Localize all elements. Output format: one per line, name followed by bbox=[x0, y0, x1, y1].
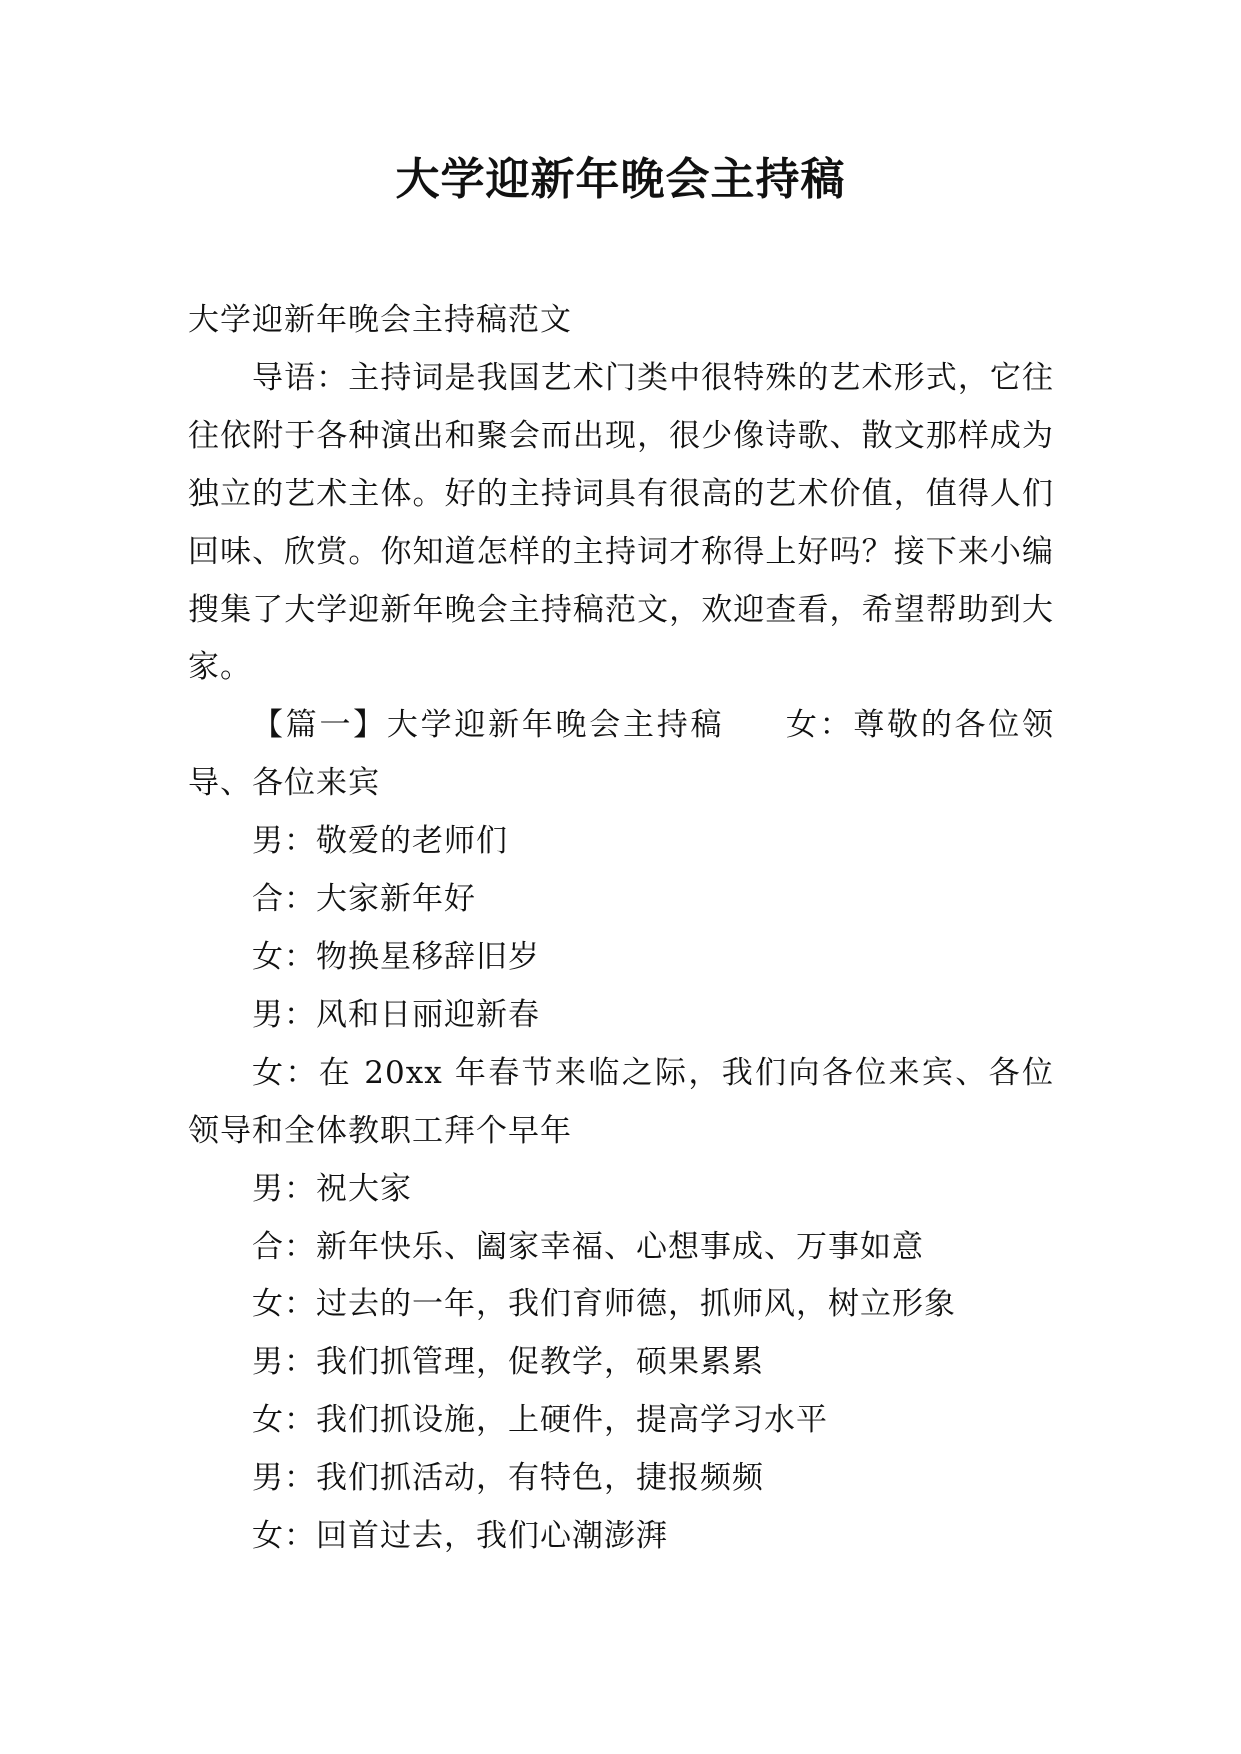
script-line: 女：物换星移辞旧岁 bbox=[252, 938, 540, 975]
script-line: 男：风和日丽迎新春 bbox=[252, 996, 540, 1033]
script-line: 女：过去的一年，我们育师德，抓师风，树立形象 bbox=[252, 1286, 956, 1323]
script-line: 合：新年快乐、阖家幸福、心想事成、万事如意 bbox=[252, 1228, 924, 1265]
subtitle: 大学迎新年晚会主持稿范文 bbox=[188, 302, 572, 338]
section-paragraph bbox=[188, 697, 1054, 813]
script-line: 女：在 20xx 年春节来临之际，我们向各位来宾、各位领导和全体教职工拜个早年 bbox=[188, 1054, 1054, 1149]
script-line: 男：祝大家 bbox=[252, 1170, 412, 1207]
script-line: 女：我们抓设施，上硬件，提高学习水平 bbox=[252, 1402, 828, 1439]
script-line: 女：回首过去，我们心潮澎湃 bbox=[252, 1518, 668, 1555]
script-line: 男：敬爱的老师们 bbox=[252, 823, 508, 860]
script-line: 男：我们抓管理，促教学，硕果累累 bbox=[252, 1344, 764, 1381]
section-heading: 【篇一】大学迎新年晚会主持稿 bbox=[252, 707, 725, 744]
script-line: 合：大家新年好 bbox=[252, 881, 476, 918]
intro-paragraph: 导语：主持词是我国艺术门类中很特殊的艺术形式，它往往依附于各种演出和聚会而出现，很少像诗歌、散文那样成为独立的艺术主体。好的主持词具有很高的艺术价值，值得人们回味、欣赏。你知道怎样的主持词才称得上好吗？接下来小编搜集了大学迎新年晚会主持稿范文，欢迎查看，希望帮助到大家。 bbox=[188, 359, 1054, 686]
section-first-line: 女：尊敬的各位领导、各位来宾 bbox=[188, 707, 1055, 802]
page-title: 大学迎新年晚会主持稿 bbox=[395, 154, 846, 205]
document-body bbox=[188, 292, 1054, 1566]
script-line: 男：我们抓活动，有特色，捷报频频 bbox=[252, 1460, 764, 1497]
